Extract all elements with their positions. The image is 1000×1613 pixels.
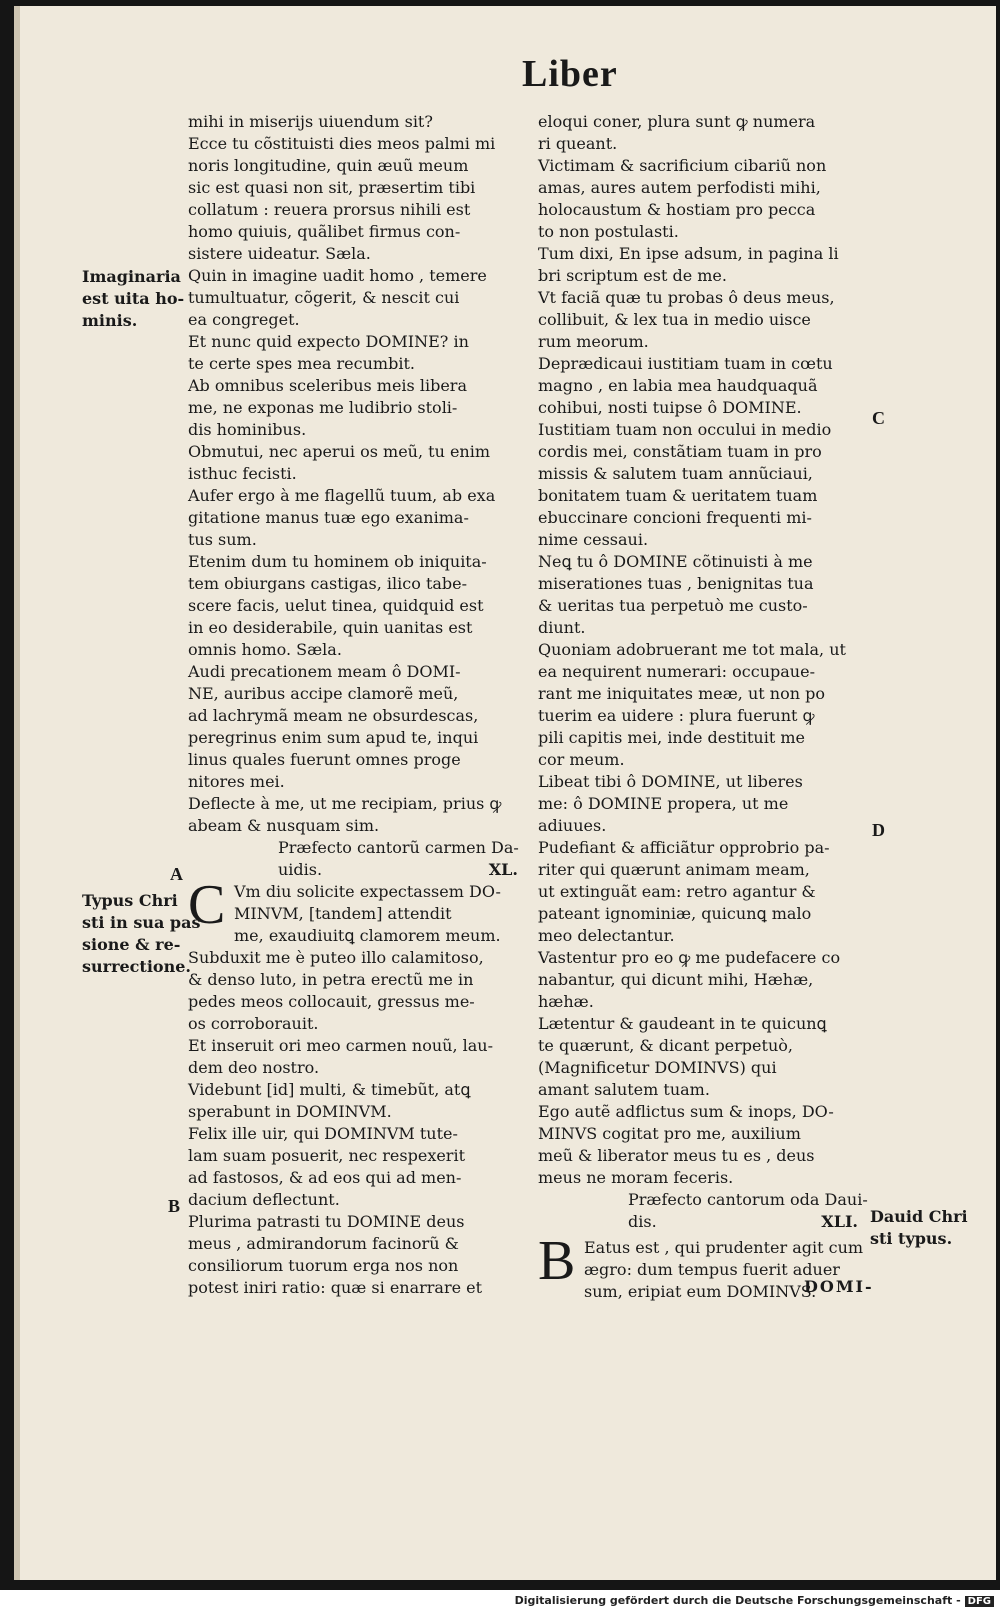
verse-line: omnis homo. Sæla. (188, 640, 342, 659)
dfg-logo: DFG (965, 1596, 994, 1607)
left-text-column (188, 111, 548, 1299)
verse-line: Et nunc quid expecto DOMINE? in (188, 332, 469, 351)
drop-cap: B (538, 1230, 576, 1292)
verse-line: pedes meos collocauit, gressus me- (188, 992, 475, 1011)
verse-line: missis & salutem tuam annũciaui, (538, 464, 813, 483)
verse-line: tus sum. (188, 530, 257, 549)
verse-line: rant me iniquitates meæ, ut non po (538, 684, 825, 703)
verse-line: abeam & nusquam sim. (188, 816, 380, 835)
verse-line: me: ô DOMINE propera, ut me (538, 794, 789, 813)
verse-line: pili capitis mei, inde destituit me (538, 728, 806, 747)
verse (188, 485, 548, 551)
verse-line: cordis mei, constãtiam tuam in pro (538, 442, 822, 461)
verse-line: Tum dixi, En ipse adsum, in pagina li (538, 244, 839, 263)
verse (538, 353, 888, 419)
verse-line: Ecce tu cõstituisti dies meos palmi mi (188, 134, 496, 153)
verse-line: cohibui, nosti tuipse ô DOMINE. (538, 398, 802, 417)
verse (538, 551, 888, 639)
verse-line: Felix ille uir, qui DOMINVM tute- (188, 1124, 458, 1143)
verse-line: riter qui quærunt animam meam, (538, 860, 810, 879)
verse-line: Deprædicaui iustitiam tuam in cœtu (538, 354, 833, 373)
verse (188, 1035, 548, 1079)
verse-line: Audi precationem meam ô DOMI- (188, 662, 461, 681)
verse-line: Vm diu solicite expectassem DO- (234, 882, 501, 901)
right-text-column (538, 111, 888, 1303)
verse-line: MINVM, [tandem] attendit (234, 904, 452, 923)
left-verse-group-2 (188, 947, 548, 1299)
verse (538, 837, 888, 947)
verse (538, 243, 888, 287)
verse-line: ad fastosos, & ad eos qui ad men- (188, 1168, 462, 1187)
verse (538, 771, 888, 837)
verse-line: me, ne exponas me ludibrio stoli- (188, 398, 458, 417)
verse-line: dacium deflectunt. (188, 1190, 340, 1209)
verse-line: Ab omnibus sceleribus meis libera (188, 376, 467, 395)
margin-note-dauid: Dauid Chri sti typus. (870, 1207, 968, 1248)
verse-line: holocaustum & hostiam pro pecca (538, 200, 816, 219)
verse-line: isthuc fecisti. (188, 464, 297, 483)
psalm-40-opening (188, 874, 548, 947)
verse-line: ægro: dum tempus fuerit aduer (584, 1260, 840, 1279)
verse (188, 551, 548, 661)
verse-line: gitatione manus tuæ ego exanima- (188, 508, 469, 527)
section-letter-b: B (168, 1196, 181, 1216)
verse-line: & denso luto, in petra erectũ me in (188, 970, 474, 989)
verse-line: eloqui coner, plura sunt ꝙ numera (538, 112, 816, 131)
verse-line: Obmutui, nec aperui os meũ, tu enim (188, 442, 491, 461)
verse-line: tumultuatur, cõgerit, & nescit cui (188, 288, 460, 307)
verse-line: Et inseruit ori meo carmen nouũ, lau- (188, 1036, 493, 1055)
verse-line: collibuit, & lex tua in medio uisce (538, 310, 811, 329)
page-gutter-shadow (14, 6, 20, 1580)
psalm-title-line: Præfecto cantorum oda Daui- (628, 1190, 868, 1209)
verse-line: adiuues. (538, 816, 607, 835)
verse-line: Subduxit me è puteo illo calamitoso, (188, 948, 484, 967)
psalm-title-line: uidis. XL. (216, 859, 548, 881)
psalm-title-line: dis. XLI. (566, 1211, 888, 1233)
verse-line: sistere uideatur. Sæla. (188, 244, 371, 263)
verse-line: ri queant. (538, 134, 618, 153)
verse-line: tem obiurgans castigas, ilico tabe- (188, 574, 468, 593)
verse-line: Videbunt [id] multi, & timebũt, atꝗ (188, 1080, 471, 1099)
verse-line: to non postulasti. (538, 222, 679, 241)
verse-line: (Magnificetur DOMINVS) qui (538, 1058, 777, 1077)
verse-line: sic est quasi non sit, præsertim tibi (188, 178, 476, 197)
drop-cap: C (188, 874, 226, 936)
verse (538, 111, 888, 155)
verse-line: meo delectantur. (538, 926, 675, 945)
catchword: DOMI- (804, 1277, 874, 1296)
verse-line: diunt. (538, 618, 586, 637)
verse (188, 265, 548, 331)
verse-line: meũ & liberator meus tu es , deus (538, 1146, 815, 1165)
psalm-title-41 (538, 1189, 888, 1233)
verse (188, 947, 548, 1035)
verse-line: meus ne moram feceris. (538, 1168, 734, 1187)
verse (538, 419, 888, 551)
verse-line: Quin in imagine uadit homo , temere (188, 266, 487, 285)
verse-line: ea nequirent numerari: occupaue- (538, 662, 815, 681)
verse (538, 1013, 888, 1101)
verse-line: Pudefiant & afficiãtur opprobrio pa- (538, 838, 830, 857)
verse-line: Iustitiam tuam non occului in medio (538, 420, 832, 439)
verse-line: Vt faciã quæ tu probas ô deus meus, (538, 288, 835, 307)
verse-line: tuerim ea uidere : plura fuerunt ꝙ (538, 706, 815, 725)
verse-line: te certe spes mea recumbit. (188, 354, 415, 373)
psalm-number: XLI. (821, 1212, 858, 1231)
verse-line: te quærunt, & dicant perpetuò, (538, 1036, 793, 1055)
verse-line: Libeat tibi ô DOMINE, ut liberes (538, 772, 803, 791)
verse-line: nabantur, qui dicunt mihi, Hæhæ, (538, 970, 814, 989)
verse-line: nitores mei. (188, 772, 285, 791)
running-header: Liber (522, 53, 618, 95)
verse-line: dem deo nostro. (188, 1058, 320, 1077)
verse-line: sperabunt in DOMINVM. (188, 1102, 392, 1121)
verse-line: dis hominibus. (188, 420, 307, 439)
section-letter-d: D (872, 820, 885, 840)
verse-line: meus , admirandorum facinorũ & (188, 1234, 459, 1253)
verse-line: rum meorum. (538, 332, 649, 351)
verse-line: peregrinus enim sum apud te, inqui (188, 728, 479, 747)
verse-line: consiliorum tuorum erga nos non (188, 1256, 459, 1275)
verse (188, 1079, 548, 1123)
verse-line: & ueritas tua perpetuò me custo- (538, 596, 808, 615)
verse (188, 111, 548, 133)
section-letter-a: A (170, 864, 183, 884)
verse-line: in eo desiderabile, quin uanitas est (188, 618, 473, 637)
verse (188, 375, 548, 441)
verse-line: Neꝗ tu ô DOMINE cõtinuisti à me (538, 552, 813, 571)
verse-line: pateant ignominiæ, quicunꝗ malo (538, 904, 812, 923)
verse (188, 441, 548, 485)
verse (538, 287, 888, 353)
left-verse-group-1 (188, 111, 548, 837)
psalm-title-line: Præfecto cantorũ carmen Da- (278, 838, 519, 857)
verse-line: mihi in miserijs uiuendum sit? (188, 112, 433, 131)
verse-line: bonitatem tuam & ueritatem tuam (538, 486, 818, 505)
verse (188, 133, 548, 265)
verse (188, 793, 548, 837)
verse-line: Deflecte à me, ut me recipiam, prius ꝙ (188, 794, 502, 813)
verse-line: Ego autẽ adflictus sum & inops, DO- (538, 1102, 834, 1121)
verse-line: Quoniam adobruerant me tot mala, ut (538, 640, 846, 659)
verse-line: Victimam & sacrificium cibariũ non (538, 156, 827, 175)
verse (538, 639, 888, 771)
verse-line: cor meum. (538, 750, 625, 769)
verse-line: me, exaudiuitꝗ clamorem meum. (234, 926, 501, 945)
verse-line: amant salutem tuam. (538, 1080, 710, 1099)
verse (188, 1123, 548, 1211)
verse (188, 661, 548, 793)
verse-line: hæhæ. (538, 992, 594, 1011)
verse-line: Vastentur pro eo ꝙ me pudefacere co (538, 948, 841, 967)
verse-line: os corroborauit. (188, 1014, 319, 1033)
verse (188, 1211, 548, 1299)
verse (188, 331, 548, 375)
verse (538, 947, 888, 1013)
verse-line: nime cessaui. (538, 530, 649, 549)
psalm-title-40 (188, 837, 548, 881)
right-verse-group (538, 111, 888, 1189)
verse-line: sum, eripiat eum DOMINVS. (584, 1282, 817, 1301)
verse-line: NE, auribus accipe clamorẽ meũ, (188, 684, 459, 703)
verse (538, 1101, 888, 1189)
psalm-number: XL. (488, 860, 518, 879)
verse-line: ut extinguãt eam: retro agantur & (538, 882, 816, 901)
verse-line: ebuccinare concioni frequenti mi- (538, 508, 812, 527)
verse-line: homo quiuis, quãlibet firmus con- (188, 222, 461, 241)
verse-line: Aufer ergo à me flagellũ tuum, ab exa (188, 486, 496, 505)
book-page (14, 6, 996, 1580)
verse-line: Plurima patrasti tu DOMINE deus (188, 1212, 465, 1231)
verse-line: noris longitudine, quin æuũ meum (188, 156, 469, 175)
verse-line: bri scriptum est de me. (538, 266, 727, 285)
verse-line: ea congreget. (188, 310, 300, 329)
verse-line: scere facis, uelut tinea, quidquid est (188, 596, 484, 615)
verse-line: collatum : reuera prorsus nihili est (188, 200, 471, 219)
verse-line: ad lachrymã meam ne obsurdescas, (188, 706, 479, 725)
verse-line: magno , en labia mea haudquaquã (538, 376, 818, 395)
margin-note-imaginaria: Imaginaria est uita ho- minis. (82, 267, 185, 330)
verse-line: amas, aures autem perfodisti mihi, (538, 178, 821, 197)
section-letter-c: C (872, 408, 885, 428)
verse-line: lam suam posuerit, nec respexerit (188, 1146, 465, 1165)
verse (538, 155, 888, 243)
verse-line: potest iniri ratio: quæ si enarrare et (188, 1278, 483, 1297)
verse-line: MINVS cogitat pro me, auxilium (538, 1124, 801, 1143)
verse-line: miserationes tuas , benignitas tua (538, 574, 814, 593)
margin-note-typus: Typus Chri sti in sua pas sione & re- surrectione. (82, 891, 201, 976)
verse-line: Etenim dum tu hominem ob iniquita- (188, 552, 487, 571)
verse-line: linus quales fuerunt omnes proge (188, 750, 461, 769)
verse-line: Eatus est , qui prudenter agit cum (584, 1238, 864, 1257)
digitization-footer (515, 1594, 994, 1607)
verse-line: Lætentur & gaudeant in te quicunꝗ (538, 1014, 827, 1033)
footer-text: Digitalisierung gefördert durch die Deutsche Forschungsgemeinschaft - (514, 1594, 961, 1607)
